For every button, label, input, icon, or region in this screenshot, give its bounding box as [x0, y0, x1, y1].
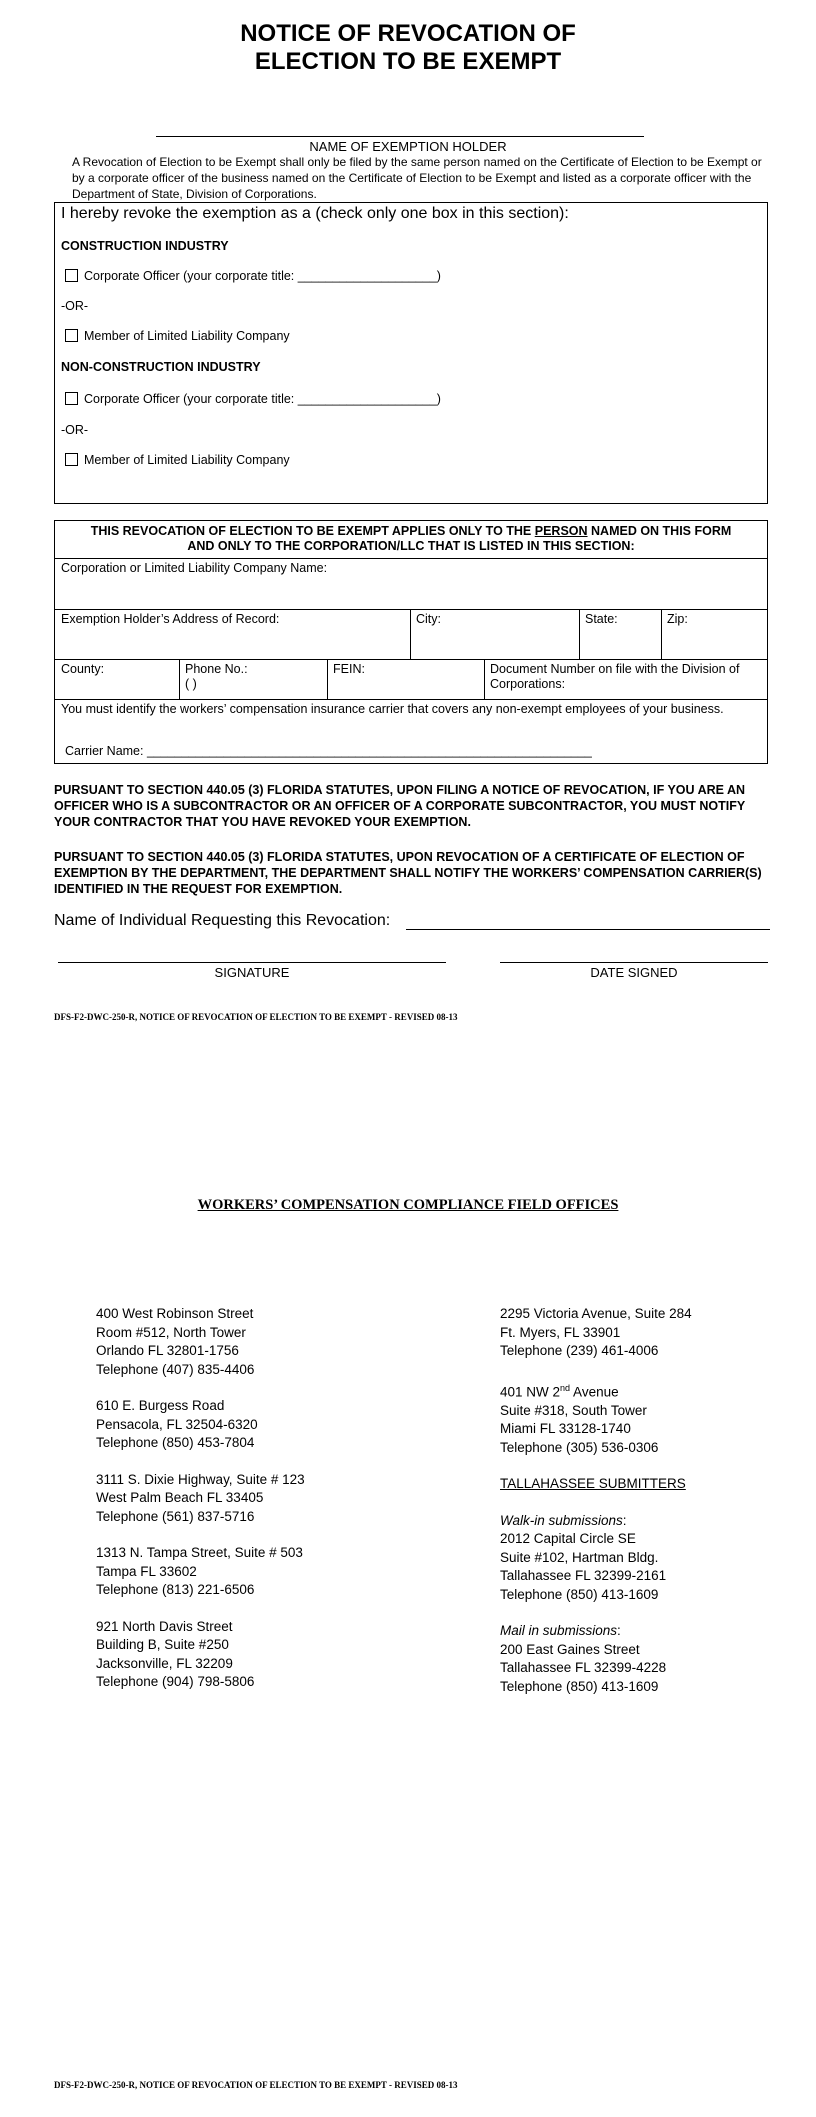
address-line: Miami FL 33128-1740 [500, 1421, 631, 1436]
address-line: Room #512, North Tower [96, 1324, 246, 1340]
column-divider [410, 609, 411, 659]
row-divider [55, 699, 767, 700]
miami-street-sup: nd [560, 1382, 571, 1393]
address-line: Suite #102, Hartman Bldg. [500, 1549, 659, 1565]
walk-in-label-text: Walk-in submissions [500, 1512, 623, 1528]
details-header-person: PERSON [534, 524, 588, 538]
walk-in-label-colon: : [622, 1512, 627, 1528]
exemption-holder-name-line[interactable] [156, 136, 644, 137]
office-pensacola [96, 1397, 305, 1453]
office-tampa [96, 1544, 305, 1600]
column-divider [327, 659, 328, 699]
address-line: Ft. Myers, FL 33901 [500, 1324, 621, 1340]
details-header-line2: AND ONLY TO THE CORPORATION/LLC THAT IS LISTED IN THIS SECTION: [187, 539, 635, 553]
office-tallahassee-walk-in [500, 1512, 692, 1605]
fein-field[interactable]: FEIN: [333, 662, 365, 676]
office-tallahassee-mail-in [500, 1622, 692, 1696]
address-line: West Palm Beach FL 33405 [96, 1490, 264, 1505]
signature-label: SIGNATURE [214, 965, 290, 980]
details-header [55, 521, 767, 559]
address-line: Building B, Suite #250 [96, 1637, 229, 1652]
address-line: Jacksonville, FL 32209 [96, 1655, 233, 1671]
non-construction-llc-member-checkbox[interactable] [65, 453, 78, 466]
offices-left-column [96, 1305, 305, 1692]
office-ft-myers [500, 1305, 692, 1361]
office-orlando [96, 1305, 305, 1379]
form-title-line-2: ELECTION TO BE EXEMPT [254, 48, 562, 75]
address-line: Tampa FL 33602 [96, 1563, 197, 1579]
form-id-footer-2: DFS-F2-DWC-250-R, NOTICE OF REVOCATION OF ELECTION TO BE EXEMPT - REVISED 08-13 [54, 2080, 458, 2090]
intro-paragraph: A Revocation of Election to be Exempt shall only be filed by the same person named on the Certificate of Election to be Exempt or by a corporate officer of the business named on the Certificate of Election to be Exempt and listed as a corporate officer with the Department of State, Division of Corporations. [72, 155, 762, 201]
construction-llc-member-option[interactable] [65, 329, 290, 343]
office-miami [500, 1379, 692, 1458]
non-construction-llc-member-label: Member of Limited Liability Company [84, 453, 290, 467]
tallahassee-submitters-heading: TALLAHASSEE SUBMITTERS [500, 1476, 686, 1491]
address-line [500, 1379, 692, 1402]
mail-in-label-colon: : [617, 1623, 621, 1638]
mail-in-label-text: Mail in submissions [500, 1623, 618, 1638]
date-signed-label: DATE SIGNED [590, 965, 678, 980]
address-line: 3111 S. Dixie Highway, Suite # 123 [96, 1471, 305, 1487]
address-line: 400 West Robinson Street [96, 1306, 254, 1321]
carrier-note: You must identify the workers’ compensation insurance carrier that covers any non-exempt employees of your business. [61, 702, 724, 716]
statute-notice-carrier: PURSUANT TO SECTION 440.05 (3) FLORIDA STATUTES, UPON REVOCATION OF A CERTIFICATE OF ELECTION OF EXEMPTION BY THE DEPARTMENT, THE DEPARTMENT SHALL NOTIFY THE WORKERS’ COMPENSATION CARRIER(S) IDENTIFIED IN THE REQUEST FOR EXEMPTION. [54, 850, 762, 896]
zip-field[interactable]: Zip: [667, 612, 688, 626]
details-header-line1-pre: THIS REVOCATION OF ELECTION TO BE EXEMPT APPLIES ONLY TO THE [90, 524, 535, 538]
non-construction-corporate-officer-label: Corporate Officer (your corporate title: ____________________) [84, 392, 441, 406]
office-jacksonville [96, 1618, 305, 1692]
details-header-line1-post: NAMED ON THIS FORM [587, 524, 732, 538]
column-divider [179, 659, 180, 699]
telephone-line: Telephone (850) 453-7804 [96, 1435, 255, 1450]
office-west-palm-beach [96, 1471, 305, 1527]
column-divider [579, 609, 580, 659]
telephone-line: Telephone (239) 461-4006 [500, 1343, 659, 1358]
construction-corporate-officer-label: Corporate Officer (your corporate title: ____________________) [84, 269, 441, 283]
document-number-field[interactable]: Document Number on file with the Division of Corporations: [490, 662, 740, 691]
form-title [0, 20, 816, 76]
telephone-line: Telephone (407) 835-4406 [96, 1361, 255, 1377]
telephone-line: Telephone (850) 413-1609 [500, 1678, 659, 1694]
construction-corporate-officer-checkbox[interactable] [65, 269, 78, 282]
construction-llc-member-checkbox[interactable] [65, 329, 78, 342]
address-line: Tallahassee FL 32399-2161 [500, 1568, 667, 1583]
state-field[interactable]: State: [585, 612, 618, 626]
corporation-details-section [54, 520, 768, 764]
address-line: Tallahassee FL 32399-4228 [500, 1660, 667, 1675]
address-line: 921 North Davis Street [96, 1618, 233, 1634]
exemption-holder-label: NAME OF EXEMPTION HOLDER [309, 139, 507, 154]
walk-in-label [500, 1512, 692, 1531]
address-line: 2295 Victoria Avenue, Suite 284 [500, 1306, 692, 1321]
phone-field[interactable] [185, 662, 248, 692]
non-construction-corporate-officer-checkbox[interactable] [65, 392, 78, 405]
form-title-line-1: NOTICE OF REVOCATION OF [240, 20, 576, 47]
construction-llc-member-label: Member of Limited Liability Company [84, 329, 290, 343]
county-field[interactable]: County: [61, 662, 105, 676]
signature-line[interactable] [58, 962, 446, 963]
column-divider [661, 609, 662, 659]
miami-street-pre: 401 NW 2 [500, 1384, 561, 1399]
field-offices-title: WORKERS’ COMPENSATION COMPLIANCE FIELD OFFICES [197, 1197, 619, 1213]
telephone-line: Telephone (305) 536-0306 [500, 1439, 659, 1455]
address-line: 2012 Capital Circle SE [500, 1531, 636, 1546]
telephone-line: Telephone (904) 798-5806 [96, 1674, 255, 1689]
telephone-line: Telephone (850) 413-1609 [500, 1586, 659, 1602]
non-construction-corporate-officer-option[interactable] [65, 392, 441, 406]
address-line: Pensacola, FL 32504-6320 [96, 1416, 258, 1432]
revoke-exemption-section [54, 202, 768, 504]
non-construction-llc-member-option[interactable] [65, 453, 290, 467]
miami-street-post: Avenue [570, 1384, 619, 1399]
address-line: Suite #318, South Tower [500, 1402, 647, 1418]
or-separator-1: -OR- [61, 299, 89, 313]
phone-label: Phone No.: [185, 662, 248, 676]
address-field[interactable]: Exemption Holder’s Address of Record: [61, 612, 280, 626]
address-line: 200 East Gaines Street [500, 1641, 640, 1657]
form-id-footer: DFS-F2-DWC-250-R, NOTICE OF REVOCATION OF ELECTION TO BE EXEMPT - REVISED 08-13 [54, 1012, 458, 1022]
construction-industry-heading: CONSTRUCTION INDUSTRY [61, 239, 229, 253]
city-field[interactable]: City: [416, 612, 441, 626]
telephone-line: Telephone (813) 221-6506 [96, 1582, 255, 1597]
name-of-individual-line[interactable] [406, 929, 770, 930]
column-divider [484, 659, 485, 699]
address-line: 610 E. Burgess Road [96, 1398, 225, 1413]
offices-right-column [500, 1305, 692, 1696]
row-divider [55, 659, 767, 660]
construction-corporate-officer-option[interactable] [65, 269, 441, 283]
phone-area-code: ( ) [185, 677, 197, 691]
telephone-line: Telephone (561) 837-5716 [96, 1508, 255, 1524]
carrier-name-field[interactable]: Carrier Name: ________________________________________________________________ [65, 744, 592, 758]
mail-in-label [500, 1622, 692, 1641]
statute-notice-subcontractor: PURSUANT TO SECTION 440.05 (3) FLORIDA STATUTES, UPON FILING A NOTICE OF REVOCATION, IF YOU ARE AN OFFICER WHO IS A SUBCONTRACTOR OR AN OFFICER OF A CORPORATE SUBCONTRACTOR, YOU MUST NOTIFY YOUR CONTRACTOR THAT YOU HAVE REVOKED YOUR EXEMPTION. [54, 783, 746, 829]
address-line: Orlando FL 32801-1756 [96, 1343, 239, 1358]
address-line: 1313 N. Tampa Street, Suite # 503 [96, 1545, 303, 1560]
or-separator-2: -OR- [61, 423, 89, 437]
revoke-lead-text: I hereby revoke the exemption as a (check only one box in this section): [61, 205, 569, 222]
name-of-individual-label: Name of Individual Requesting this Revocation: [54, 912, 391, 929]
non-construction-industry-heading: NON-CONSTRUCTION INDUSTRY [61, 360, 261, 374]
corporation-name-field[interactable]: Corporation or Limited Liability Company Name: [61, 561, 328, 575]
date-signed-line[interactable] [500, 962, 768, 963]
